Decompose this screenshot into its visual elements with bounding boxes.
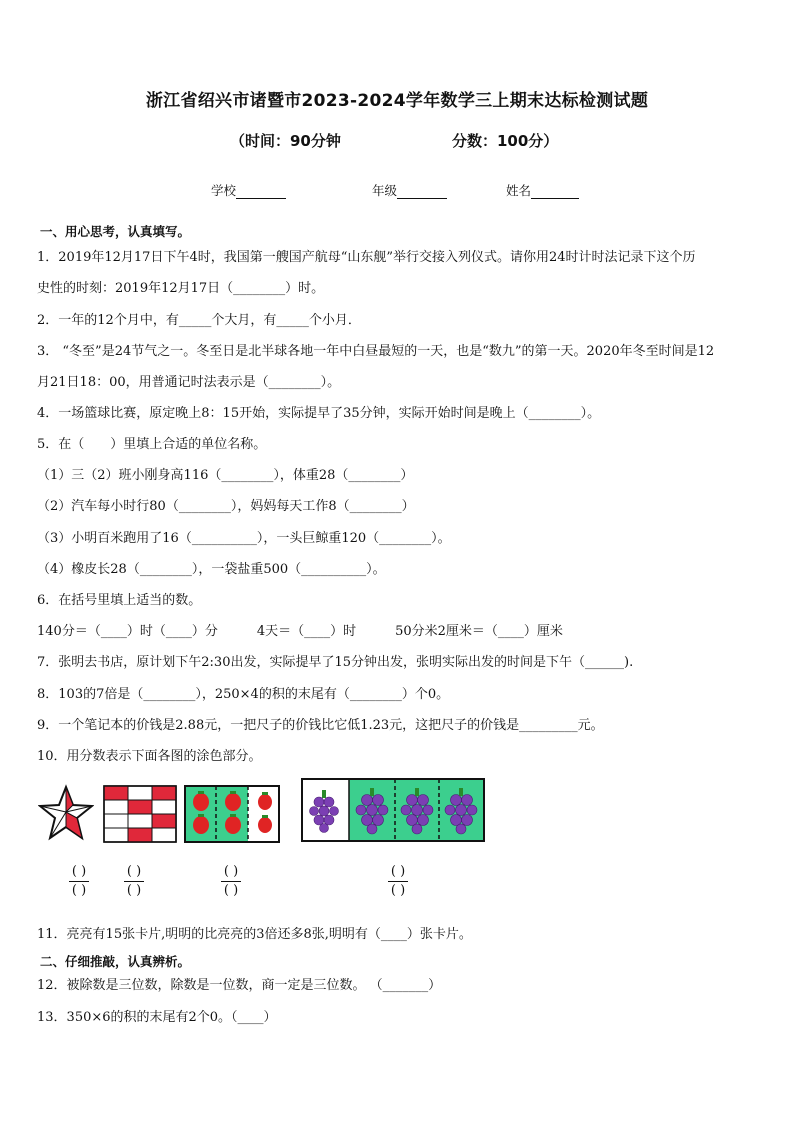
- question-3-line-2: 月21日18：00，用普通记时法表示是（________）。: [37, 375, 341, 390]
- grade-field: [372, 181, 447, 199]
- score-label: 分数：100分）: [452, 132, 559, 150]
- question-5-4: （4）橡皮长28（________），一袋盐重500（__________）。: [37, 562, 386, 577]
- name-blank[interactable]: [531, 184, 579, 199]
- question-6-blanks: 140分＝（____）时（____）分 4天＝（____）时 50分米2厘米＝（____）厘米: [37, 624, 563, 639]
- numerator-blank: ( ): [223, 864, 239, 879]
- question-2: 2．一年的12个月中，有_____个大月，有_____个小月．: [37, 313, 361, 328]
- name-field: [506, 181, 579, 199]
- question-12: 12．被除数是三位数，除数是一位数，商一定是三位数。 （_______）: [37, 978, 442, 993]
- question-1-line-1: 1．2019年12月17日下午4时，我国第一艘国产航母“山东舰”举行交接入列仪式。请你用24时计时法记录下这个历: [37, 250, 696, 265]
- question-7: 7．张明去书店，原计划下午2:30出发，实际提早了15分钟出发，张明实际出发的时间是下午（______).: [37, 655, 634, 670]
- name-label: 姓名: [506, 183, 532, 198]
- time-label: （时间：90分钟: [230, 132, 341, 150]
- question-5-1: （1）三（2）班小刚身高116（________），体重28（________）: [37, 468, 414, 483]
- denominator-blank: ( ): [126, 883, 142, 898]
- grid-figure: [103, 785, 177, 843]
- question-5-3: （3）小明百米跑用了16（__________），一头巨鲸重120（________）。: [37, 531, 451, 546]
- denominator-blank: ( ): [390, 883, 406, 898]
- question-10: 10．用分数表示下面各图的涂色部分。: [37, 749, 262, 764]
- numerator-blank: ( ): [71, 864, 87, 879]
- question-8: 8．103的7倍是（________），250×4的积的末尾有（________）个0。: [37, 687, 450, 702]
- fraction-blank-3[interactable]: [218, 864, 244, 899]
- question-11: 11．亮亮有15张卡片,明明的比亮亮的3倍还多8张,明明有（____）张卡片。: [37, 927, 472, 942]
- denominator-blank: ( ): [223, 883, 239, 898]
- question-5-2: （2）汽车每小时行80（________），妈妈每天工作8（________）: [37, 499, 415, 514]
- question-3-line-1: 3． “冬至”是24节气之一。冬至日是北半球各地一年中白昼最短的一天，也是“数九”的第一天。2020年冬至时间是12: [37, 344, 715, 359]
- question-4: 4．一场篮球比赛，原定晚上8：15开始，实际提早了35分钟，实际开始时间是晚上（________）。: [37, 406, 601, 421]
- school-blank[interactable]: [236, 184, 286, 199]
- grade-label: 年级: [372, 183, 398, 198]
- strawberry-figure: [184, 785, 280, 843]
- question-13: 13．350×6的积的末尾有2个0。（____）: [37, 1010, 277, 1025]
- fraction-blank-2[interactable]: [121, 864, 147, 899]
- grapes-figure: [301, 778, 485, 842]
- school-field: [211, 181, 286, 199]
- school-label: 学校: [211, 183, 237, 198]
- section-2-heading: 二、仔细推敲，认真辨析。: [40, 954, 191, 969]
- question-9: 9．一个笔记本的价钱是2.88元，一把尺子的价钱比它低1.23元，这把尺子的价钱是_________元。: [37, 718, 604, 733]
- question-1-line-2: 史性的时刻：2019年12月17日（________）时。: [37, 281, 325, 296]
- fraction-blank-4[interactable]: [385, 864, 411, 899]
- question-5: 5．在（ ）里填上合适的单位名称。: [37, 437, 267, 452]
- question-6: 6．在括号里填上适当的数。: [37, 593, 202, 608]
- fraction-blank-1[interactable]: [66, 864, 92, 899]
- exam-title: 浙江省绍兴市诸暨市2023-2024学年数学三上期末达标检测试题: [145, 91, 649, 111]
- section-1-heading: 一、用心思考，认真填写。: [40, 224, 191, 239]
- denominator-blank: ( ): [71, 883, 87, 898]
- numerator-blank: ( ): [390, 864, 406, 879]
- star-figure: [38, 784, 94, 842]
- grade-blank[interactable]: [397, 184, 447, 199]
- numerator-blank: ( ): [126, 864, 142, 879]
